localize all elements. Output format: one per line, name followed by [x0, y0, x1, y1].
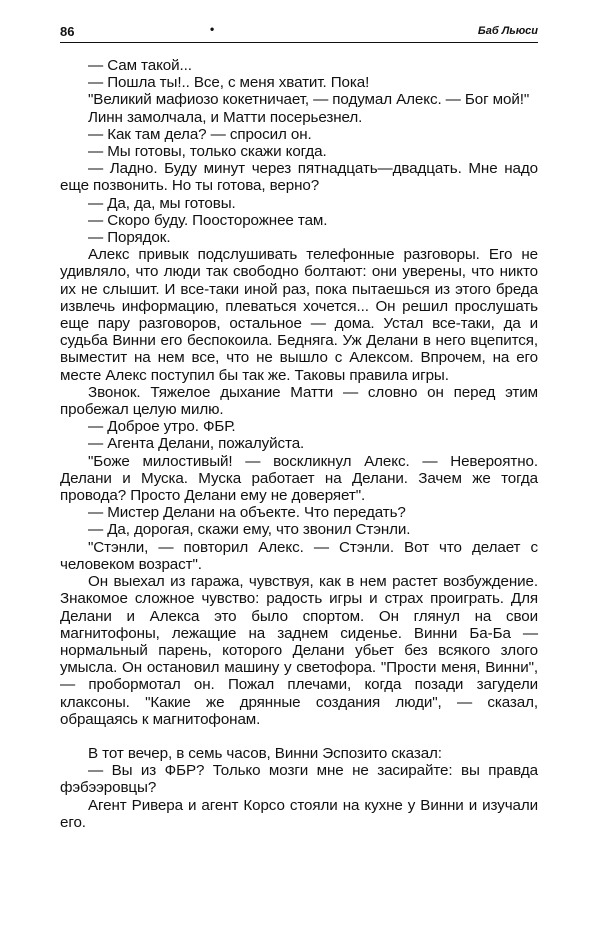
paragraph: "Великий мафиозо кокетничает, — подумал Алекс. — Бог мой!" [88, 91, 530, 109]
paragraph: Он выехал из гаража, чувствуя, как в нем растет возбуждение. Знакомое сложное чувство: радость игры и страх проиграть. Для Делани и Алекса это было спортом. Он глянул на свои магнитофоны, лежащие на заднем сиденье. Винни Ба-Ба — нормальный парень, которого Делани убьет без всякого злого умысла. Он остановил машину у светофора. "Прости меня, Винни", — пробормотал он. Пожал плечами, когда позади загудели клаксоны. "Какие же дрянные создания люди", — сказал, обращаясь к магнитофонам. [60, 573, 538, 728]
paragraph: В тот вечер, в семь часов, Винни Эспозито сказал: [88, 744, 442, 762]
paragraph: — Мы готовы, только скажи когда. [88, 143, 327, 161]
paragraph: "Боже милостивый! — воскликнул Алекс. — Невероятно. Делани и Муска. Муска работает на Делани. Зачем же тогда провода? Просто Делани ему не доверяет". [60, 452, 538, 505]
paragraph: Звонок. Тяжелое дыхание Матти — словно он перед этим пробежал целую милю. [60, 383, 538, 419]
paragraph: — Скоро буду. Поосторожнее там. [88, 211, 328, 229]
paragraph: — Да, дорогая, скажи ему, что звонил Стэнли. [88, 521, 411, 539]
paragraph: "Стэнли, — повторил Алекс. — Стэнли. Вот что делает с человеком возраст". [60, 538, 538, 573]
paragraph: — Сам такой... [88, 57, 192, 74]
paragraph: — Агента Делани, пожалуйста. [88, 435, 305, 453]
header-mark: • [210, 22, 215, 36]
paragraph: Алекс привык подслушивать телефонные разговоры. Его не удивляло, что люди так свободно болтают: они уверены, что никто их не слышит. И все-таки иной раз, пока пытаешься из этого бреда извлечь информацию, плеваться хочется... Он решил прослушать еще пару разговоров, остальное — дома. Устал все-таки, да и судьба Винни его беспокоила. Бедняга. Уж Делани в него вцепится, выместит на нем все, что не вышло с Алексом. Впрочем, на его месте Алекс поступил бы так же. Таковы правила игры. [60, 246, 538, 384]
paragraph: — Порядок. [88, 229, 171, 247]
page-number: 86 [60, 24, 75, 39]
paragraph: — Ладно. Буду минут через пятнадцать—двадцать. Мне надо еще позвонить. Но ты готова, верно? [60, 160, 538, 195]
paragraph: — Как там дела? — спросил он. [88, 125, 312, 143]
paragraph: — Мистер Делани на объекте. Что передать? [88, 504, 406, 522]
running-title: Баб Льюси [477, 25, 538, 37]
paragraph: — Да, да, мы готовы. [88, 194, 236, 212]
running-head [60, 24, 538, 43]
paragraph: — Доброе утро. ФБР. [88, 418, 236, 436]
book-page [60, 24, 538, 831]
paragraph: Агент Ривера и агент Корсо стояли на кухне у Винни и изучали его. [60, 796, 538, 831]
paragraph: — Пошла ты!.. Все, с меня хватит. Пока! [88, 74, 370, 92]
paragraph: Линн замолчала, и Матти посерьезнел. [88, 108, 363, 126]
paragraph: — Вы из ФБР? Только мозги мне не засирайте: вы правда фэбээровцы? [60, 762, 538, 797]
body-text [60, 57, 538, 831]
